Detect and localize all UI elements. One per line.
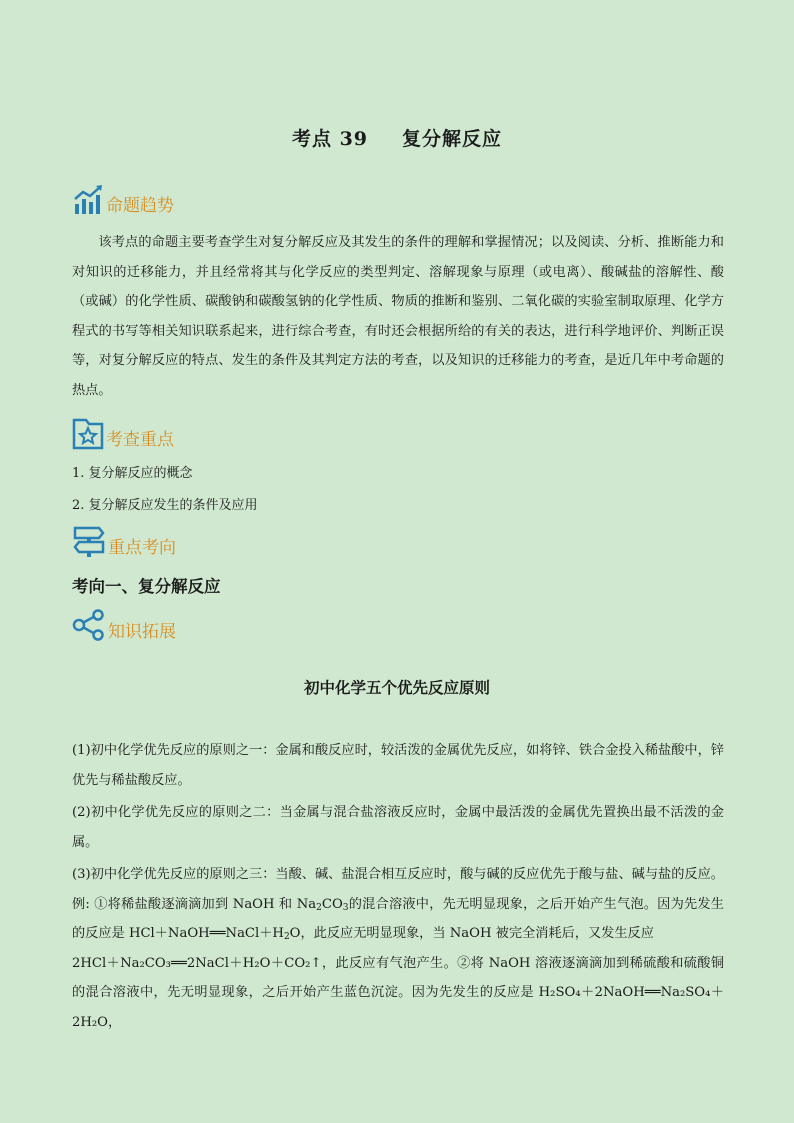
principle-3-part-c: 的混合溶液中，先无明显现象，之后开始产生气泡。因为先发生的反应是 HCl＋NaOH══NaCl＋H (72, 896, 724, 941)
title-prefix: 考点 39 (291, 128, 369, 150)
chart-icon (72, 184, 104, 216)
page-title (0, 124, 794, 151)
share-icon (72, 608, 106, 642)
extension-title: 初中化学五个优先反应原则 (303, 679, 490, 697)
principle-3-equations: 2HCl＋Na₂CO₃══2NaCl＋H₂O＋CO₂↑，此反应有气泡产生。②将 NaOH 溶液逐滴滴加到稀硫酸和硫酸铜的混合溶液中，先无明显现象，之后开始产生蓝色沉淀。因为先发生的反应是 H₂SO₄＋2NaOH══Na₂SO₄＋2H₂O， (72, 955, 724, 1030)
section-trend-label: 命题趋势 (106, 196, 174, 216)
subscript: 3 (342, 902, 349, 913)
section-extension-label: 知识拓展 (108, 622, 176, 642)
section-direction-label: 重点考向 (108, 538, 176, 558)
principle-2: (2)初中化学优先反应的原则之二：当金属与混合盐溶液反应时，金属中最活泼的金属优先置换出最不活泼的金属。 (72, 805, 724, 850)
focus-item-2: 2. 复分解反应发生的条件及应用 (72, 498, 258, 513)
principle-3-part-b: CO (321, 896, 343, 912)
trend-paragraph: 该考点的命题主要考查学生对复分解反应及其发生的条件的理解和掌握情况；以及阅读、分析、推断能力和对知识的迁移能力，并且经常将其与化学反应的类型判定、溶解现象与原理（或电离）、酸碱盐的溶解性、酸（或碱）的化学性质、碳酸钠和碳酸氢钠的化学性质、物质的推断和鉴别、二氧化碳的实验室制取原理、化学方程式的书写等相关知识联系起来，进行综合考查，有时还会根据所给的有关的表达，进行科学地评价、判断正误等，对复分解反应的特点、发生的条件及其判定方法的考查，以及知识的迁移能力的考查，是近几年中考命题的热点。 (72, 235, 724, 398)
section-direction-header (72, 522, 176, 558)
section-focus-label: 考查重点 (106, 430, 174, 450)
subscript: 2 (283, 932, 290, 942)
section-trend-header (72, 180, 174, 216)
title-main: 复分解反应 (402, 128, 503, 150)
principle-3-part-a: (3)初中化学优先反应的原则之三：当酸、碱、盐混合相互反应时，酸与碱的反应优先于酸与盐、碱与盐的反应。例: ①将稀盐酸逐滴滴加到 NaOH 和 Na (72, 867, 724, 912)
principle-1: (1)初中化学优先反应的原则之一：金属和酸反应时，较活泼的金属优先反应，如将锌、铁合金投入稀盐酸中，锌优先与稀盐酸反应。 (72, 743, 724, 788)
star-folder-icon (72, 416, 104, 450)
principle-3 (72, 860, 724, 1037)
subscript: 2 (316, 902, 322, 913)
direction-heading: 考向一、复分解反应 (72, 577, 221, 596)
section-focus-header (72, 414, 174, 450)
section-extension-header (72, 606, 176, 642)
signpost-icon (72, 524, 106, 558)
focus-item-1: 1. 复分解反应的概念 (72, 466, 193, 481)
principle-3-part-d: O，此反应无明显现象，当 NaOH 被完全消耗后，又发生反应 (289, 926, 654, 941)
